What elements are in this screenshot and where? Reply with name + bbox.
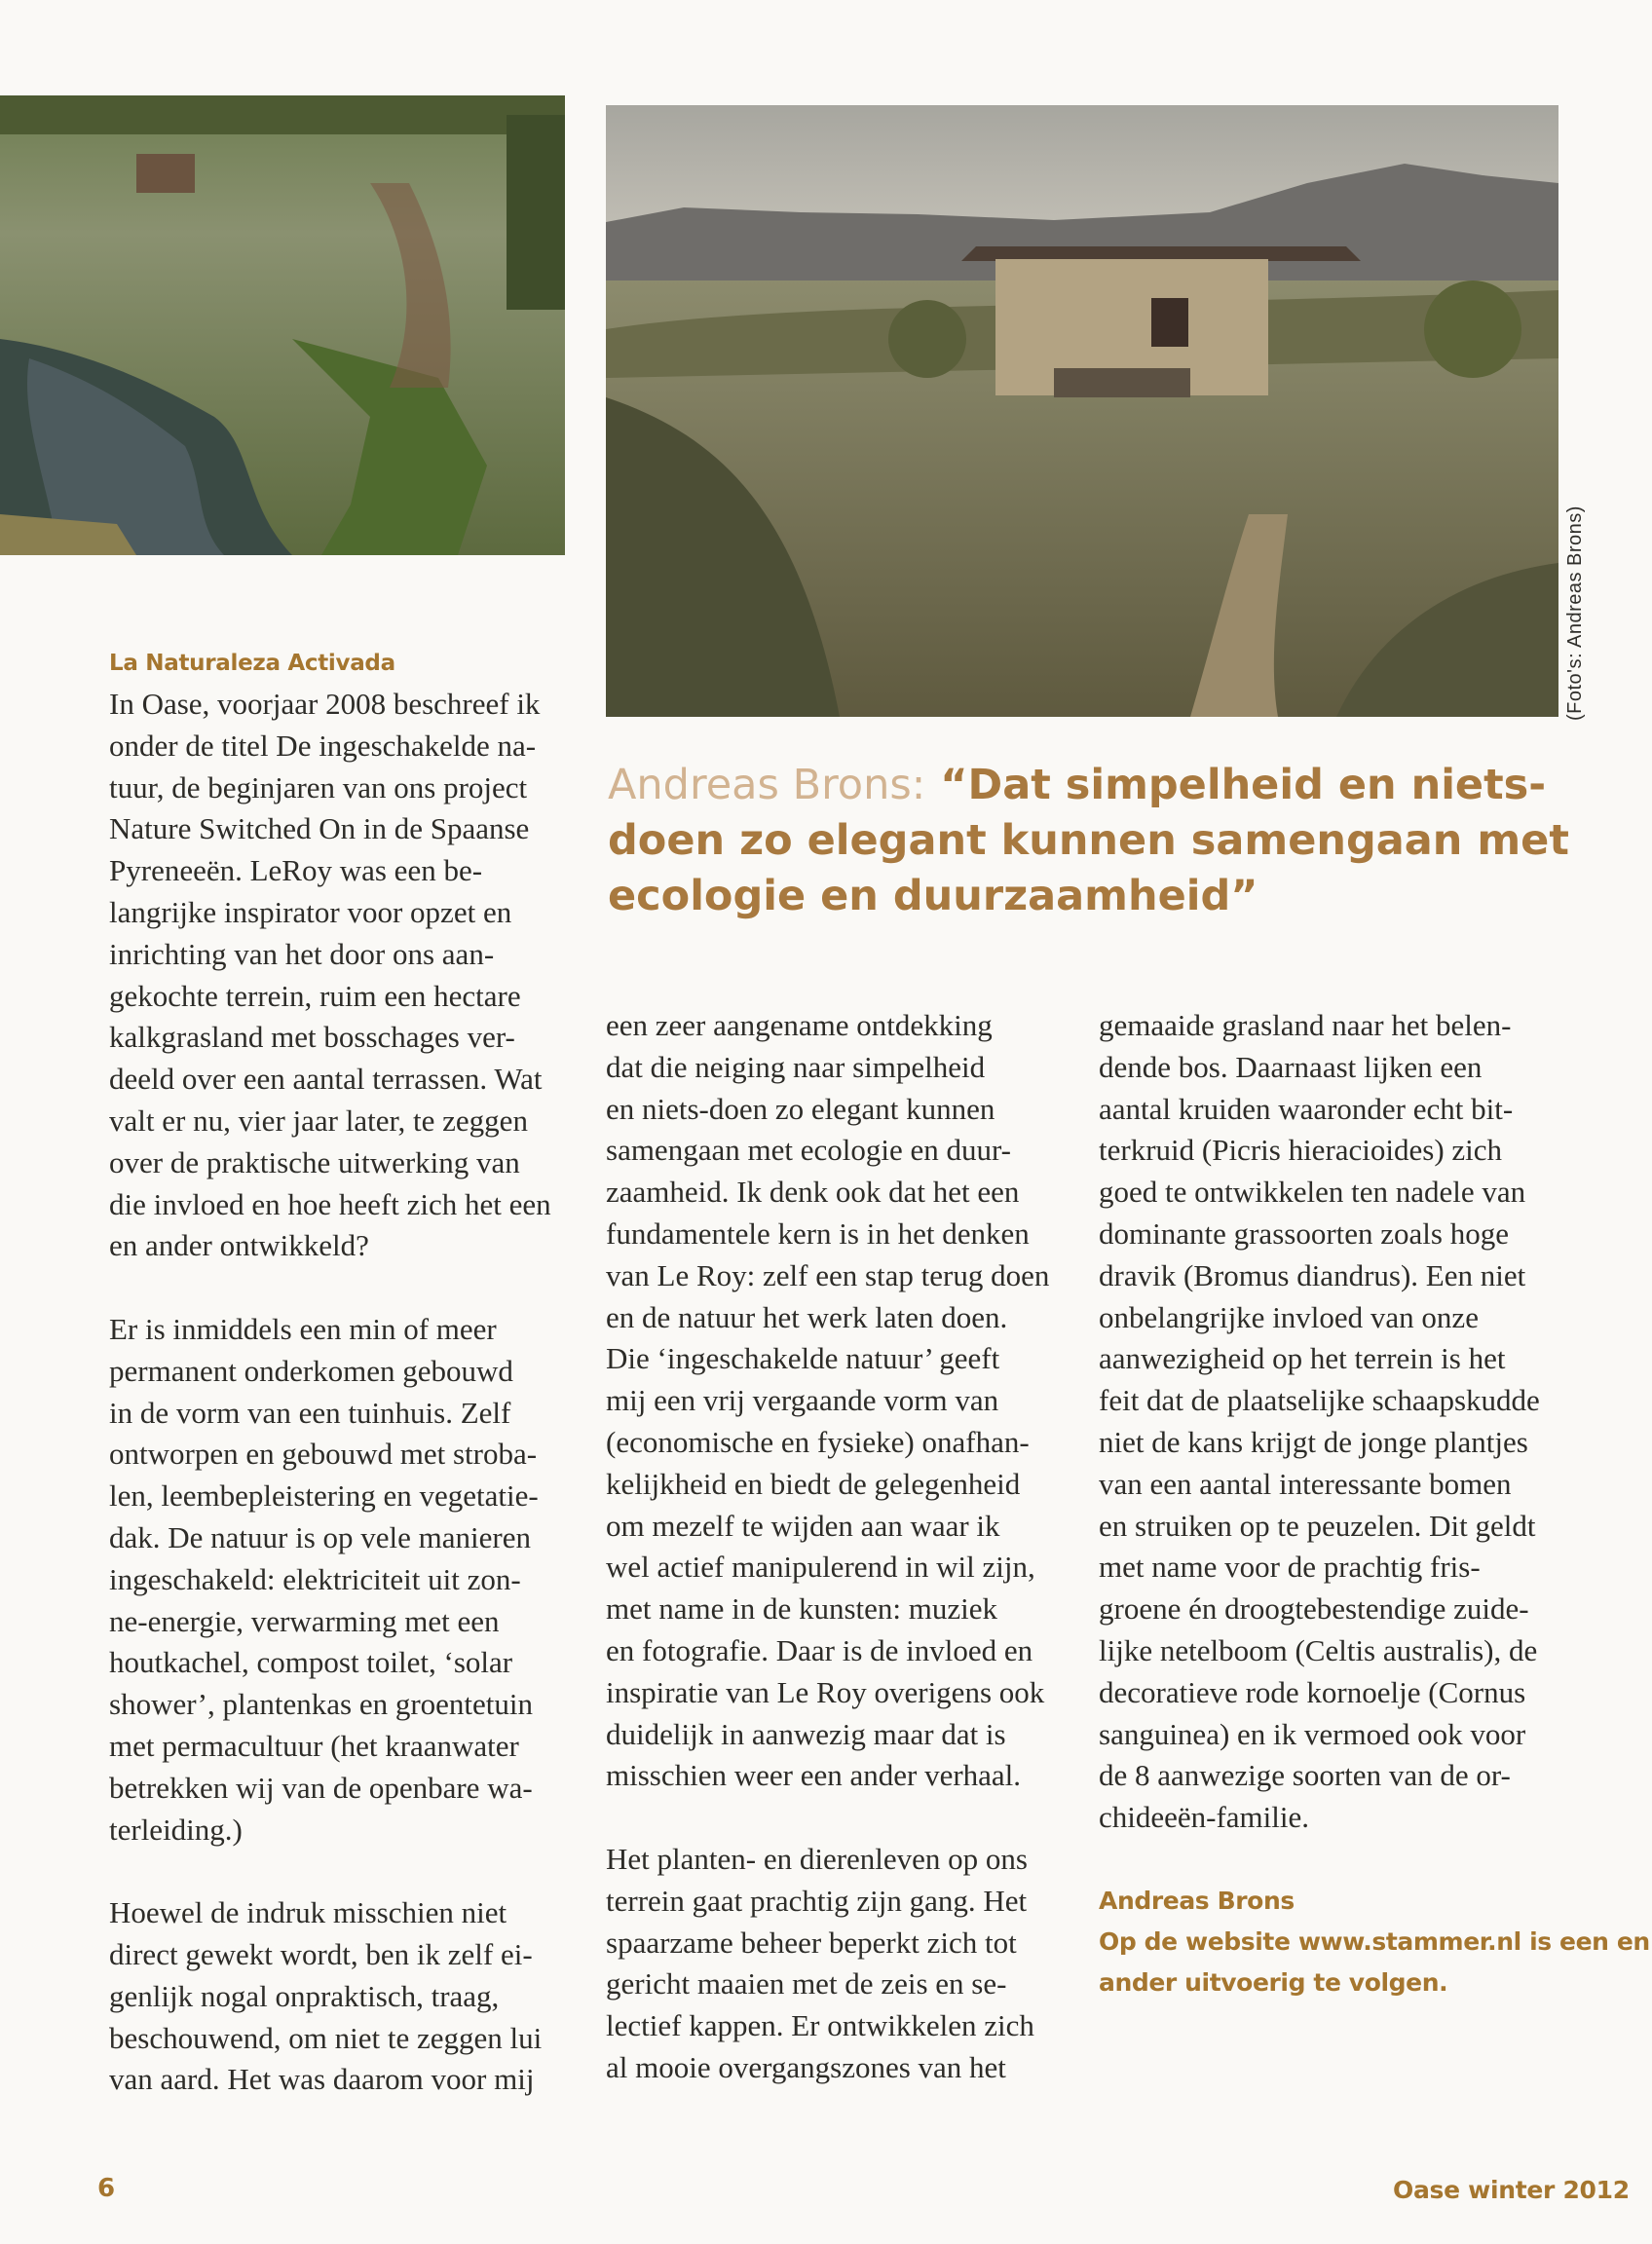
- text-line: dominante grassoorten zoals hoge: [1099, 1216, 1509, 1251]
- text-line: met name voor de prachtig fris-: [1099, 1550, 1481, 1585]
- paragraph: [109, 1309, 577, 1851]
- text-line: aanwezigheid op het terrein is het: [1099, 1341, 1506, 1376]
- text-line: lectief kappen. Er ontwikkelen zich: [606, 2008, 1034, 2043]
- text-line: ne-energie, verwarming met een: [109, 1603, 500, 1638]
- text-line: en niets-doen zo elegant kunnen: [606, 1091, 995, 1126]
- text-line: betrekken wij van de openbare wa-: [109, 1770, 533, 1805]
- magazine-issue: Oase winter 2012: [1393, 2176, 1630, 2204]
- text-line: langrijke inspirator voor opzet en: [109, 894, 512, 929]
- text-line: ontworpen en gebouwd met stroba-: [109, 1437, 538, 1472]
- text-column-2: [606, 1005, 1066, 2089]
- text-line: gericht maaien met de zeis en se-: [606, 1966, 1007, 2001]
- text-line: dat die neiging naar simpelheid: [606, 1049, 986, 1084]
- page-number: 6: [97, 2174, 116, 2203]
- text-line: houtkachel, compost toilet, ‘solar: [109, 1645, 513, 1680]
- paragraph: [606, 1839, 1066, 2089]
- text-line: inrichting van het door ons aan-: [109, 936, 495, 971]
- text-line: van aard. Het was daarom voor mij: [109, 2062, 535, 2097]
- text-line: in de vorm van een tuinhuis. Zelf: [109, 1395, 511, 1430]
- text-line: terleiding.): [109, 1812, 243, 1847]
- text-line: Nature Switched On in de Spaanse: [109, 811, 530, 846]
- text-line: deeld over een aantal terrassen. Wat: [109, 1062, 543, 1097]
- text-line: onbelangrijke invloed van onze: [1099, 1299, 1479, 1334]
- text-line: permanent onderkomen gebouwd: [109, 1353, 513, 1388]
- text-line: met permacultuur (het kraanwater: [109, 1728, 519, 1763]
- text-line: om mezelf te wijden aan waar ik: [606, 1508, 1000, 1543]
- text-line: gemaaide grasland naar het belen-: [1099, 1008, 1512, 1042]
- website-note: ander uitvoerig te volgen.: [1099, 1967, 1448, 1997]
- text-line: inspiratie van Le Roy overigens ook: [606, 1674, 1045, 1709]
- text-line: ingeschakeld: elektriciteit uit zon-: [109, 1561, 521, 1596]
- text-line: beschouwend, om niet te zeggen lui: [109, 2020, 543, 2055]
- text-line: chideeën-familie.: [1099, 1800, 1310, 1835]
- text-line: dende bos. Daarnaast lijken een: [1099, 1049, 1483, 1084]
- text-line: (economische en fysieke) onafhan-: [606, 1424, 1030, 1459]
- photo-straw-bale-house: [606, 105, 1558, 717]
- text-line: len, leembepleistering en vegetatie-: [109, 1478, 539, 1514]
- text-line: In Oase, voorjaar 2008 beschreef ik: [109, 687, 541, 721]
- author-name: Andreas Brons: [1099, 1886, 1295, 1915]
- text-line: lijke netelboom (Celtis australis), de: [1099, 1632, 1538, 1667]
- article-headline: [608, 758, 1582, 924]
- text-line: decoratieve rode kornoelje (Cornus: [1099, 1674, 1526, 1709]
- text-line: direct gewekt wordt, ben ik zelf ei-: [109, 1936, 533, 1971]
- text-line: misschien weer een ander verhaal.: [606, 1758, 1022, 1793]
- text-line: samengaan met ecologie en duur-: [606, 1133, 1011, 1168]
- text-line: kelijkheid en biedt de gelegenheid: [606, 1466, 1021, 1501]
- text-line: aantal kruiden waaronder echt bit-: [1099, 1091, 1514, 1126]
- text-line: mij een vrij vergaande vorm van: [606, 1383, 999, 1418]
- text-line: gekochte terrein, ruim een hectare: [109, 978, 521, 1013]
- text-line: wel actief manipulerend in wil zijn,: [606, 1550, 1035, 1585]
- text-line: duidelijk in aanwezig maar dat is: [606, 1716, 1006, 1751]
- text-line: van een aantal interessante bomen: [1099, 1466, 1512, 1501]
- text-line: de 8 aanwezige soorten van de or-: [1099, 1758, 1511, 1793]
- author-signature: [1099, 1881, 1650, 2003]
- website-note: Op de website www.stammer.nl is een en: [1099, 1926, 1650, 1956]
- text-line: valt er nu, vier jaar later, te zeggen: [109, 1103, 528, 1138]
- text-line: kalkgrasland met bosschages ver-: [109, 1020, 515, 1055]
- text-line: een zeer aangename ontdekking: [606, 1008, 993, 1042]
- text-line: fundamentele kern is in het denken: [606, 1216, 1030, 1251]
- paragraph: [1099, 1005, 1557, 1839]
- text-line: Die ‘ingeschakelde natuur’ geeft: [606, 1341, 1000, 1376]
- photo-credit: (Foto's: Andreas Brons): [1564, 505, 1586, 721]
- text-line: van Le Roy: zelf een stap terug doen: [606, 1257, 1050, 1292]
- text-line: Er is inmiddels een min of meer: [109, 1311, 497, 1346]
- text-line: al mooie overgangszones van het: [606, 2049, 1006, 2084]
- text-line: en de natuur het werk laten doen.: [606, 1299, 1008, 1334]
- text-line: met name in de kunsten: muziek: [606, 1591, 998, 1627]
- text-line: shower’, plantenkas en groentetuin: [109, 1687, 534, 1722]
- text-line: genlijk nogal onpraktisch, traag,: [109, 1978, 500, 2013]
- text-line: feit dat de plaatselijke schaapskudde: [1099, 1383, 1540, 1418]
- headline-author: Andreas Brons:: [608, 761, 926, 809]
- paragraph: [606, 1005, 1066, 1797]
- text-line: Pyreneeën. LeRoy was een be-: [109, 853, 483, 888]
- text-line: sanguinea) en ik vermoed ook voor: [1099, 1716, 1526, 1751]
- text-line: groene én droogtebestendige zuide-: [1099, 1591, 1529, 1627]
- paragraph: [109, 684, 577, 1267]
- text-line: Het planten- en dierenleven op ons: [606, 1841, 1028, 1876]
- text-line: goed te ontwikkelen ten nadele van: [1099, 1175, 1526, 1210]
- text-line: terrein gaat prachtig zijn gang. Het: [606, 1883, 1028, 1918]
- photo-garden-pond: [0, 95, 565, 555]
- section-subhead: La Naturaleza Activada: [109, 651, 395, 676]
- text-line: dravik (Bromus diandrus). Een niet: [1099, 1257, 1526, 1292]
- text-line: en fotografie. Daar is de invloed en: [606, 1632, 1033, 1667]
- text-line: Hoewel de indruk misschien niet: [109, 1895, 507, 1930]
- headline-quote: “Dat simpelheid en niets-doen zo elegant kunnen samengaan met ecologie en duurzaamheid”: [608, 761, 1569, 920]
- text-line: dak. De natuur is op vele manieren: [109, 1519, 531, 1554]
- text-line: en ander ontwikkeld?: [109, 1228, 369, 1263]
- text-line: onder de titel De ingeschakelde na-: [109, 728, 537, 763]
- text-line: zaamheid. Ik denk ook dat het een: [606, 1175, 1020, 1210]
- text-line: tuur, de beginjaren van ons project: [109, 769, 528, 804]
- text-column-1: [109, 647, 577, 2101]
- text-line: en struiken op te peuzelen. Dit geldt: [1099, 1508, 1536, 1543]
- text-line: spaarzame beheer beperkt zich tot: [606, 1925, 1017, 1960]
- text-column-3: [1099, 1005, 1650, 2003]
- text-line: die invloed en hoe heeft zich het een: [109, 1186, 551, 1221]
- text-line: niet de kans krijgt de jonge plantjes: [1099, 1424, 1528, 1459]
- text-line: terkruid (Picris hieracioides) zich: [1099, 1133, 1503, 1168]
- text-line: over de praktische uitwerking van: [109, 1144, 520, 1179]
- paragraph: [109, 1892, 577, 2101]
